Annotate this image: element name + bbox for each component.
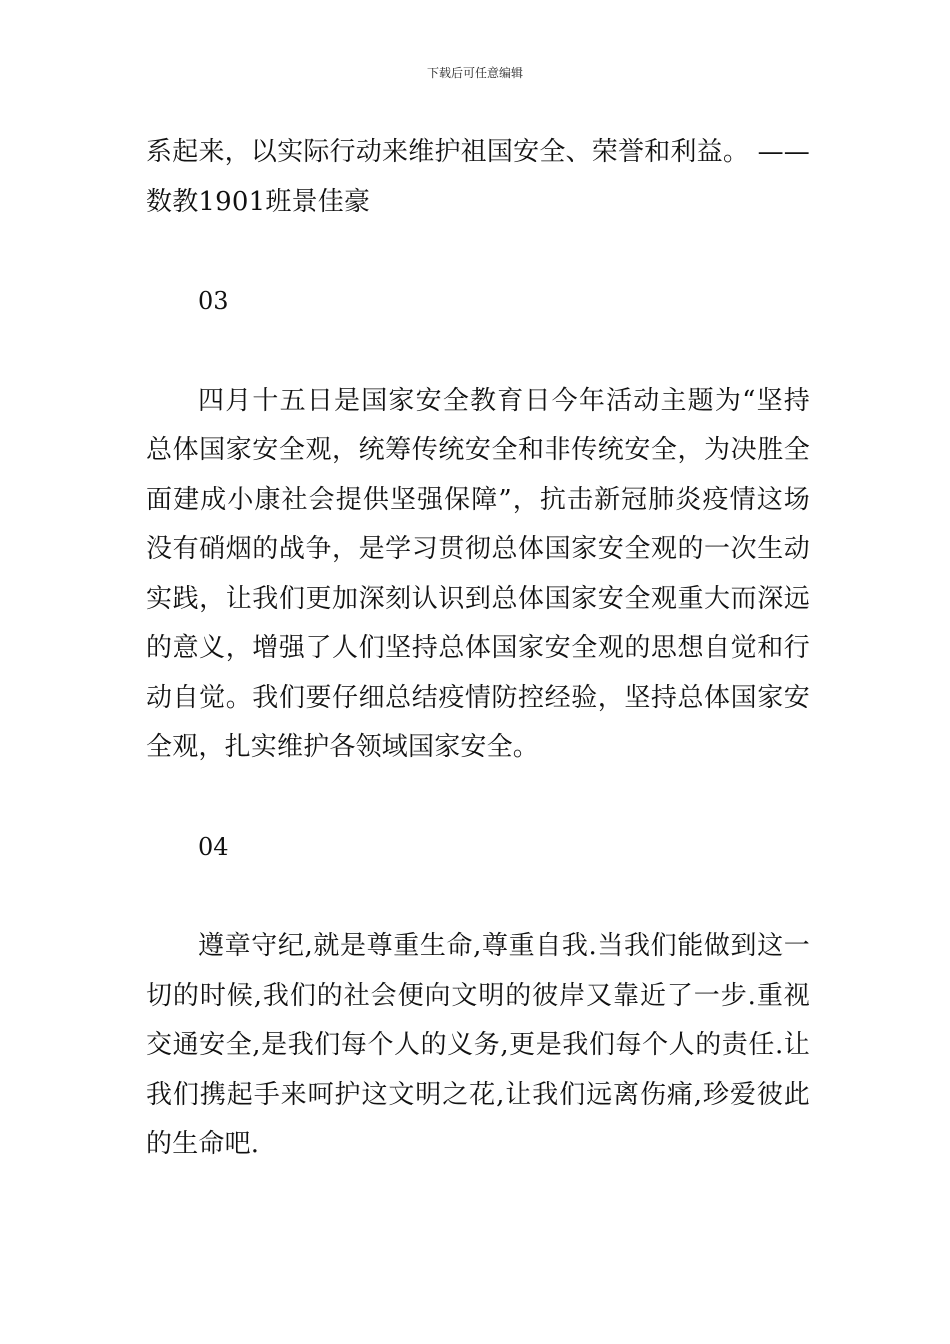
document-body [146, 128, 810, 1170]
section-number-04: 04 [198, 832, 229, 861]
intro-paragraph: 系起来，以实际行动来维护祖国安全、荣誉和利益。 ——数教1901班景佳豪 [146, 137, 810, 217]
section-number-03: 03 [198, 287, 229, 315]
section-paragraph-04: 遵章守纪,就是尊重生命,尊重自我.当我们能做到这一切的时候,我们的社会便向文明的彼岸又靠近了一步.重视交通安全,是我们每个人的义务,更是我们每个人的责任.让我们携起手来呵护这文明之花,让我们远离伤痛,珍爱彼此的生命吧. [146, 931, 810, 1159]
section-paragraph-03: 四月十五日是国家安全教育日今年活动主题为“坚持总体国家安全观，统筹传统安全和非传统安全，为决胜全面建成小康社会提供坚强保障”，抗击新冠肺炎疫情这场没有硝烟的战争，是学习贯彻总体国家安全观的一次生动实践，让我们更加深刻认识到总体国家安全观重大而深远的意义，增强了人们坚持总体国家安全观的思想自觉和行动自觉。我们要仔细总结疫情防控经验，坚持总体国家安全观，扎实维护各领域国家安全。 [146, 385, 810, 762]
page-header: 下载后可任意编辑 [426, 66, 523, 80]
